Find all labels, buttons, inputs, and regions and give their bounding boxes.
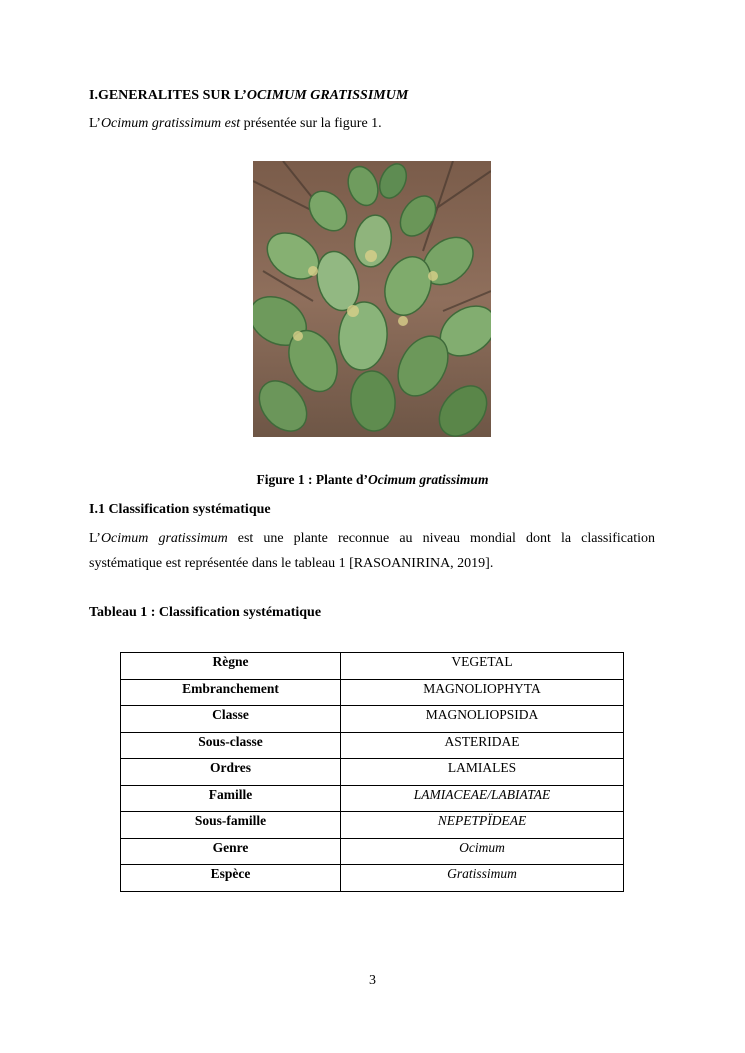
row-value: LAMIALES [341, 759, 624, 786]
row-key: Ordres [121, 759, 341, 786]
row-value: ASTERIDAE [341, 732, 624, 759]
row-value: Ocimum [341, 838, 624, 865]
subsection-title: I.1 Classification systématique [89, 502, 271, 517]
intro-text: L’Ocimum gratissimum est présentée sur la figure 1. [89, 116, 382, 131]
page-number: 3 [369, 973, 376, 988]
row-key: Famille [121, 785, 341, 812]
plant-photo [253, 161, 491, 437]
classification-table [120, 652, 624, 892]
figure-caption: Figure 1 : Plante d’Ocimum gratissimum [256, 472, 489, 487]
table-row [121, 679, 624, 706]
table-row [121, 759, 624, 786]
row-key: Sous-famille [121, 812, 341, 839]
section-title: I.GENERALITES SUR L’OCIMUM GRATISSIMUM [89, 88, 409, 103]
row-value: LAMIACEAE/LABIATAE [341, 785, 624, 812]
row-value: NEPETPÏDEAE [341, 812, 624, 839]
table-row [121, 706, 624, 733]
row-key: Classe [121, 706, 341, 733]
table-row [121, 653, 624, 680]
table-row [121, 865, 624, 892]
row-key: Règne [121, 653, 341, 680]
row-key: Espèce [121, 865, 341, 892]
row-value: MAGNOLIOPSIDA [341, 706, 624, 733]
row-key: Sous-classe [121, 732, 341, 759]
table-caption: Tableau 1 : Classification systématique [89, 605, 322, 620]
row-value: VEGETAL [341, 653, 624, 680]
table-row [121, 812, 624, 839]
table-row [121, 838, 624, 865]
row-key: Embranchement [121, 679, 341, 706]
row-key: Genre [121, 838, 341, 865]
table-row [121, 785, 624, 812]
row-value: MAGNOLIOPHYTA [341, 679, 624, 706]
body-paragraph: L’Ocimum gratissimum est une plante reconnue au niveau mondial dont la classification systématique est représentée dans le tableau 1 [RASOANIRINA, 2019]. [89, 531, 656, 571]
row-value: Gratissimum [341, 865, 624, 892]
table-row [121, 732, 624, 759]
